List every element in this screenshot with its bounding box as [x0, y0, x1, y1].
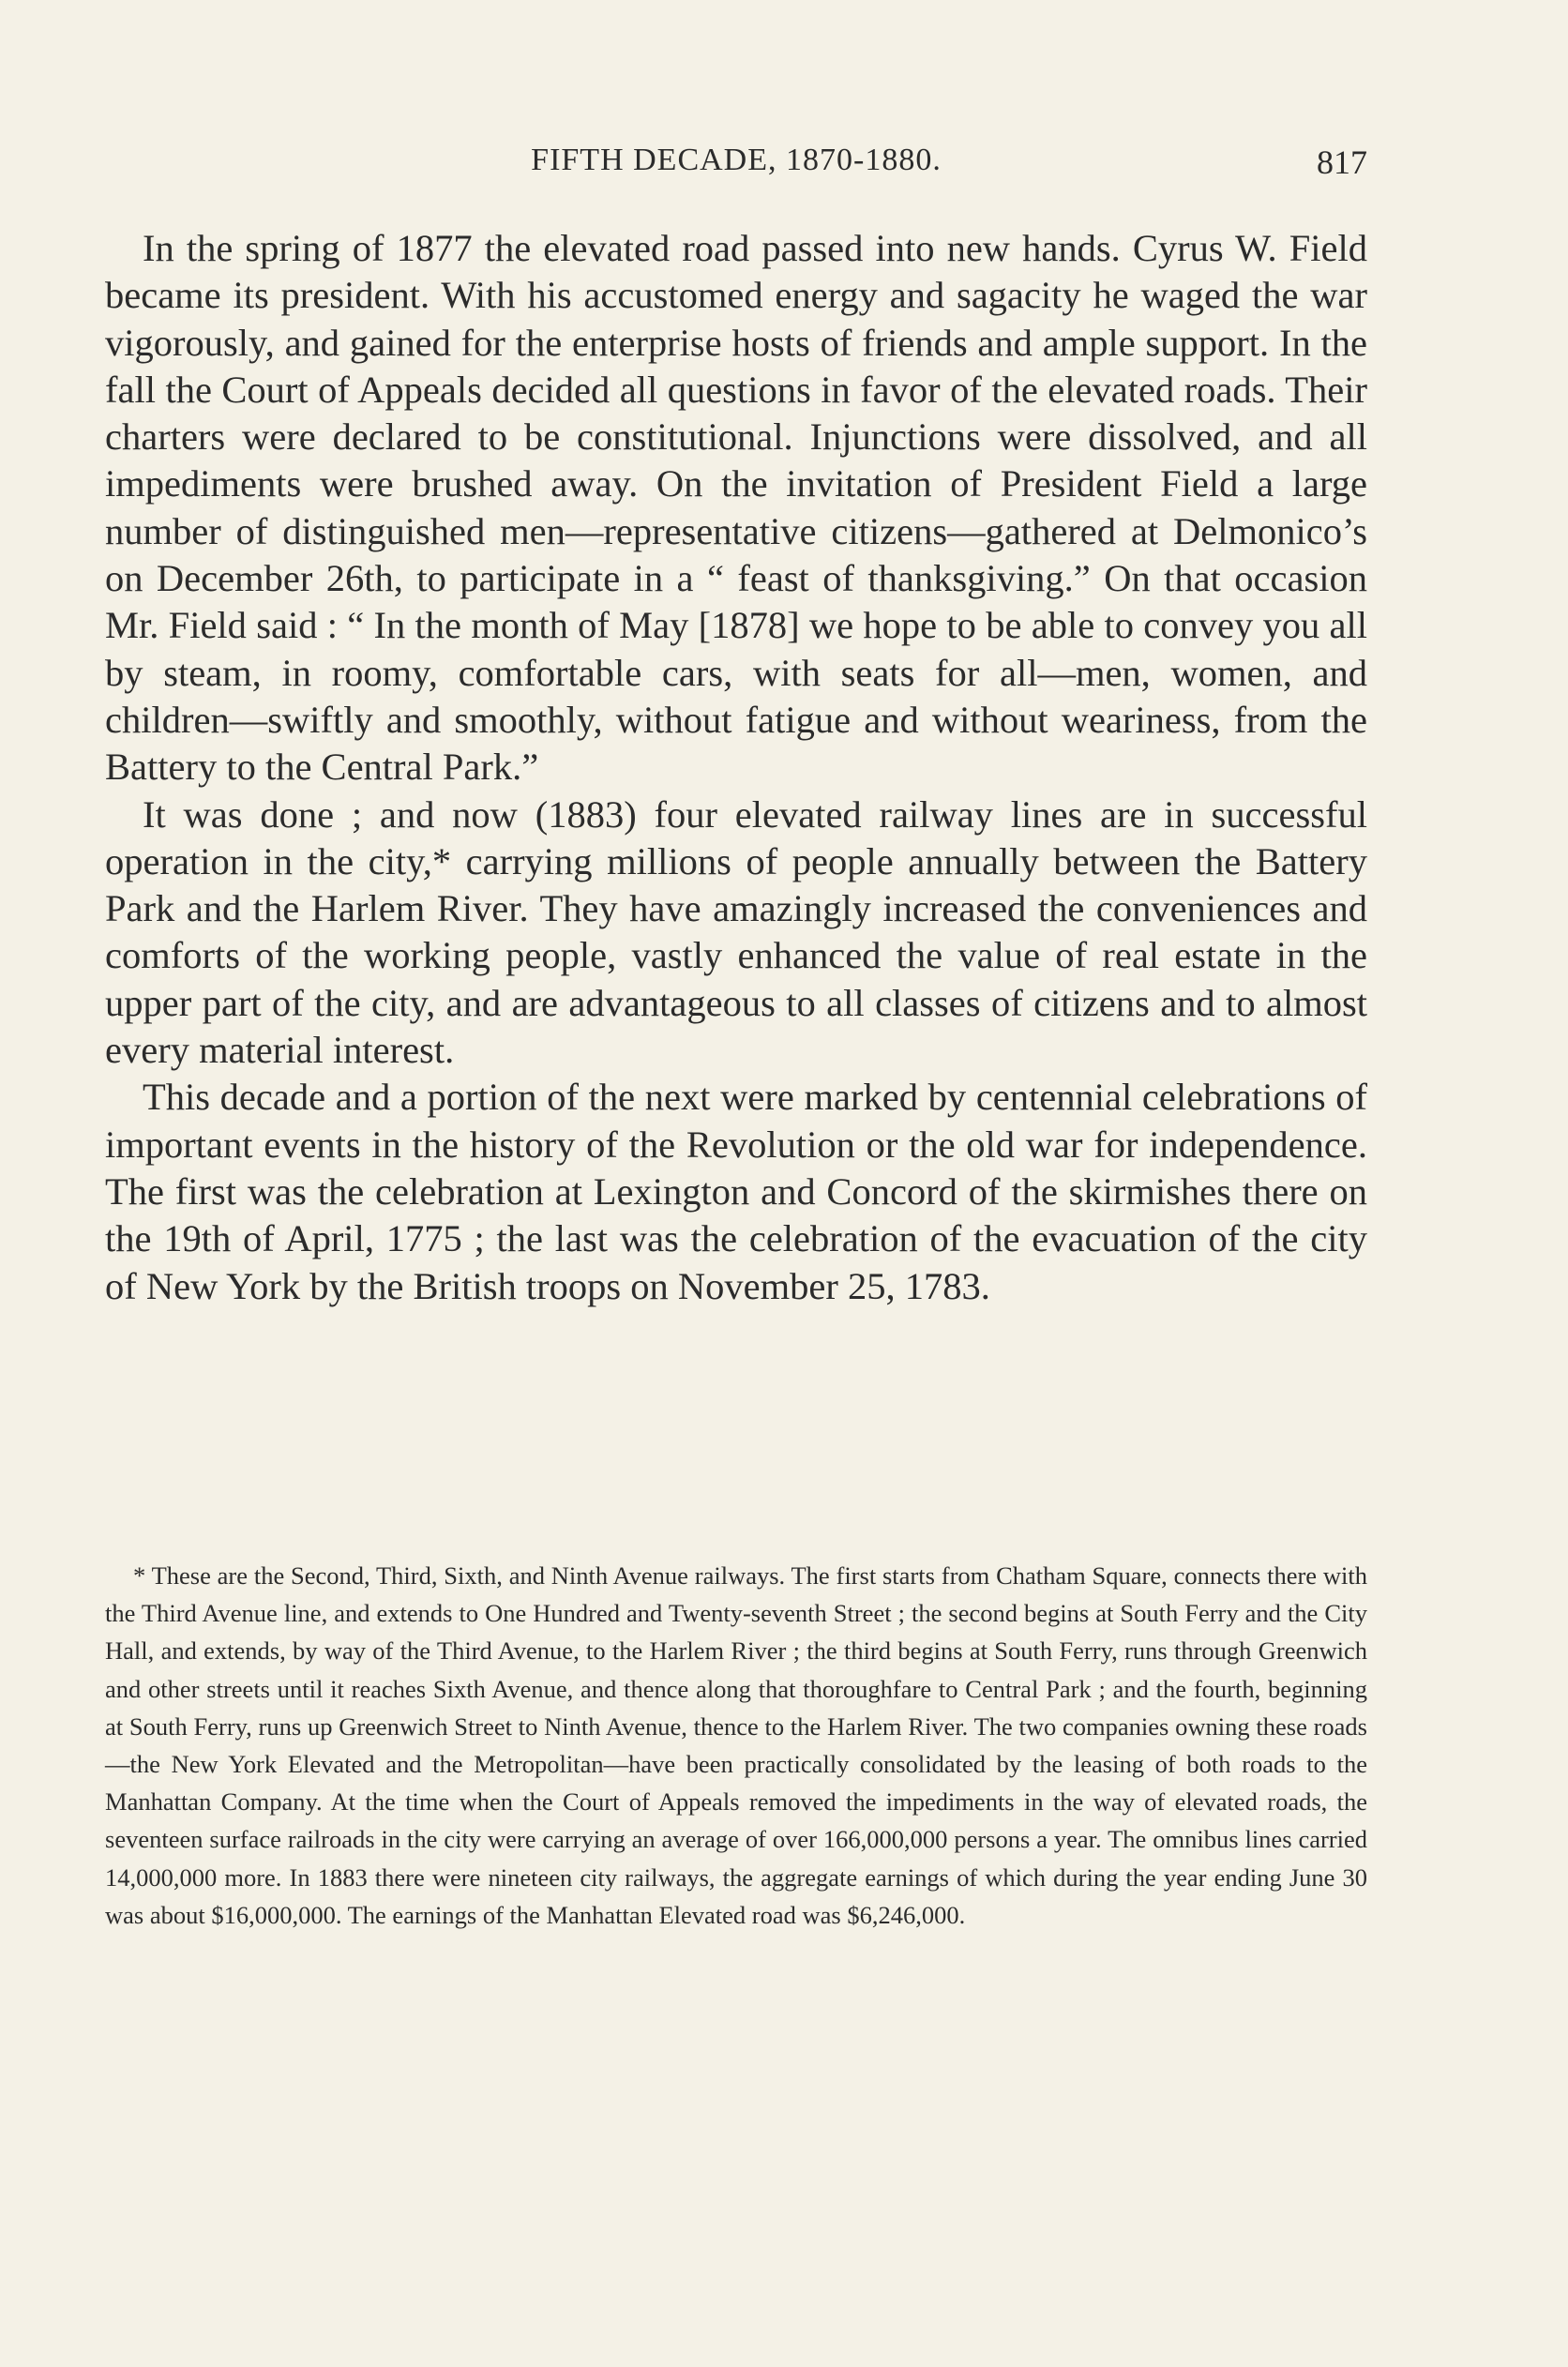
paragraph-elevated-road: In the spring of 1877 the elevated road passed into new hands. Cyrus W. Field became its president. With his accustomed energy and sagacity he waged the war vigorously, and gained for the enterprise hosts of friends and ample support. In the fall the Court of Appeals decided all questions in favor of the elevated roads. Their charters were declared to be constitutional. Injunctions were dissolved, and all impediments were brushed away. On the invitation of President Field a large number of distinguished men—representative citizens—gathered at Delmonico’s on December 26th, to participate in a “ feast of thanksgiving.” On that occasion Mr. Field said : “ In the month of May [1878] we hope to be able to convey you all by steam, in roomy, comfortable cars, with seats for all—men, women, and children—swiftly and smoothly, without fatigue and without weariness, from the Battery to the Central Park.”: [105, 227, 1367, 789]
page-number: 817: [1317, 143, 1367, 181]
footnote: * These are the Second, Third, Sixth, and Ninth Avenue railways. The first starts from Chatham Square, connects there with the Third Avenue line, and extends to One Hundred and Twenty-seventh Street ; the second begins at South Ferry and the City Hall, and extends, by way of the Third Avenue, to the Harlem River ; the third begins at South Ferry, runs through Greenwich and other streets until it reaches Sixth Avenue, and thence along that thoroughfare to Central Park ; and the fourth, beginning at South Ferry, runs up Greenwich Street to Ninth Avenue, thence to the Harlem River. The two companies owning these roads—the New York Elevated and the Metropolitan—have been practically consolidated by the leasing of both roads to the Manhattan Company. At the time when the Court of Appeals removed the impediments in the way of elevated roads, the seventeen surface railroads in the city were carrying an average of over 166,000,000 persons a year. The omnibus lines carried 14,000,000 more. In 1883 there were nineteen city railways, the aggregate earnings of which during the year ending June 30 was about $16,000,000. The earnings of the Manhattan Elevated road was $6,246,000.: [105, 1561, 1367, 1929]
body-text: [105, 225, 1367, 1310]
paragraph-centennial-celebrations: This decade and a portion of the next were marked by centennial celebrations of important events in the history of the Revolution or the old war for independence. The first was the celebration at Lexington and Concord of the skirmishes there on the 19th of April, 1775 ; the last was the celebration of the evacuation of the city of New York by the British troops on November 25, 1783.: [105, 1076, 1367, 1307]
running-title: FIFTH DECADE, 1870-1880.: [531, 143, 942, 177]
running-head: [105, 143, 1367, 189]
paragraph-railway-lines: It was done ; and now (1883) four elevated railway lines are in successful operation in the city,* carrying millions of people annually between the Battery Park and the Harlem River. They have amazingly increased the conveniences and comforts of the working people, vastly enhanced the value of real estate in the upper part of the city, and are advantageous to all classes of citizens and to almost every material interest.: [105, 792, 1367, 1072]
